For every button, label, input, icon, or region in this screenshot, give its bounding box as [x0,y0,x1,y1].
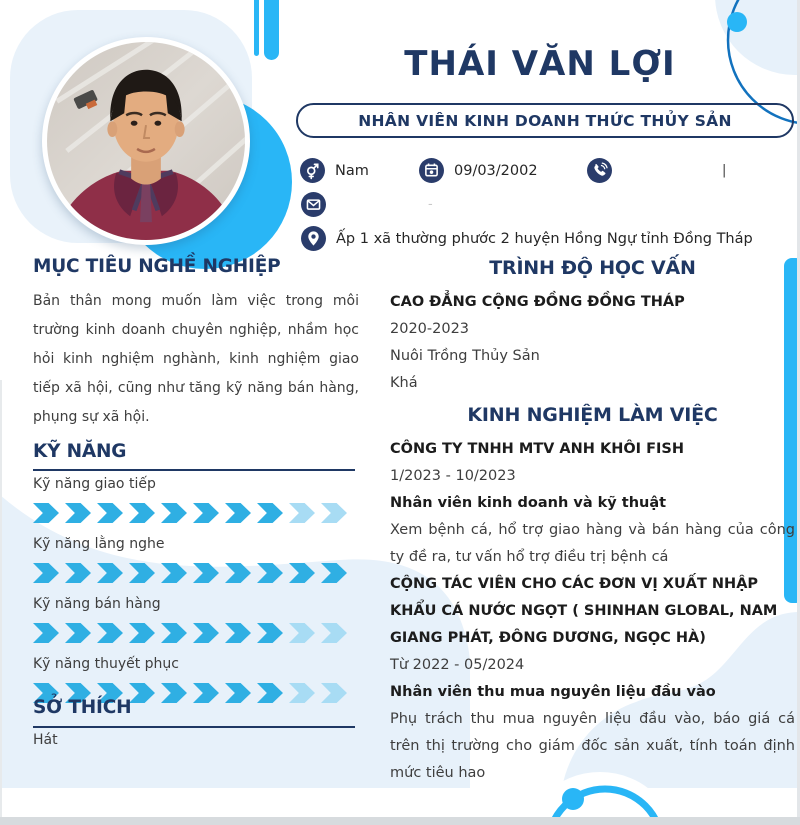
job-role: Nhân viên kinh doanh và kỹ thuật [390,495,667,511]
skill-level-arrow [129,623,155,643]
skill-level-bar [33,563,355,583]
skill-level-arrow [161,623,187,643]
skill-level-arrow [33,563,59,583]
skill-level-arrow [225,683,251,703]
profile-photo [42,37,250,245]
page-left-edge [0,380,2,817]
skill-level-arrow [129,563,155,583]
hobbies-underline [33,726,355,728]
skill-level-arrow [161,563,187,583]
section-education-heading: TRÌNH ĐỘ HỌC VẤN [489,257,696,279]
skill-level-arrow [65,563,91,583]
skill-level-arrow [33,623,59,643]
skill-item [33,536,355,583]
portrait-illustration [47,42,245,240]
calendar-icon [419,158,444,183]
phone-redacted-mark: | [722,163,727,178]
gender-value: Nam [335,162,369,179]
hobby-item: Hát [33,732,58,748]
section-hobbies-heading: SỞ THÍCH [33,697,132,718]
section-skills-heading: KỸ NĂNG [33,441,127,462]
cyan-bar-wide [264,0,279,60]
location-icon [301,226,326,251]
skill-level-arrow [129,503,155,523]
skill-item [33,476,355,523]
job-period: Từ 2022 - 05/2024 [390,657,525,673]
education-major: Nuôi Trồng Thủy Sản [390,348,540,364]
job-item [390,436,795,571]
job-company: CÔNG TY TNHH MTV ANH KHÔI FISH [390,441,684,457]
skill-level-bar [33,623,355,643]
skill-level-arrow [289,563,315,583]
job-item [390,571,795,787]
skill-level-arrow [97,563,123,583]
topright-dot [727,12,747,32]
bottom-ring-dot [562,788,584,810]
skill-level-arrow [193,683,219,703]
skill-level-arrow [289,683,315,703]
skill-label: Kỹ năng bán hàng [33,596,161,612]
section-experience-heading: KINH NGHIỆM LÀM VIỆC [467,404,718,426]
contact-gender [300,158,369,183]
skill-level-arrow [321,623,347,643]
skill-level-arrow [193,503,219,523]
email-redacted-mark: - [428,197,433,212]
skill-level-arrow [33,503,59,523]
skill-item [33,656,355,703]
skill-label: Kỹ năng giao tiếp [33,476,156,492]
skill-level-arrow [65,623,91,643]
skill-label: Kỹ năng lằng nghe [33,536,165,552]
cyan-bar-thin [254,0,259,56]
education-school: CAO ĐẲNG CỘNG ĐỒNG ĐỒNG THÁP [390,294,685,310]
skill-level-arrow [193,623,219,643]
skill-level-arrow [65,503,91,523]
skill-level-arrow [225,563,251,583]
job-role: Nhân viên thu mua nguyên liệu đầu vào [390,684,716,700]
skill-level-arrow [225,503,251,523]
skill-level-arrow [97,503,123,523]
contact-address [301,226,753,251]
phone-icon [587,158,612,183]
contact-phone [587,158,726,183]
address-value: Ấp 1 xã thường phước 2 huyện Hồng Ngự tỉnh Đồng Tháp [336,230,753,247]
skill-level-arrow [257,623,283,643]
job-description: Xem bệnh cá, hổ trợ giao hàng và bán hàng của công ty đề ra, tư vấn hổ trợ điều trị bệnh cá [390,522,795,565]
skills-list [33,476,355,716]
right-column [390,255,795,787]
skills-underline [33,469,355,471]
skill-level-arrow [161,503,187,523]
contact-dob [419,158,538,183]
skill-level-arrow [129,683,155,703]
job-period: 1/2023 - 10/2023 [390,468,516,484]
skill-level-arrow [97,623,123,643]
hobby-list [33,732,355,756]
dob-value: 09/03/2002 [454,162,538,179]
skill-level-arrow [257,563,283,583]
skill-level-arrow [321,563,347,583]
skill-level-arrow [257,683,283,703]
education-grade: Khá [390,375,418,391]
jobs-list [390,436,795,787]
skill-level-arrow [257,503,283,523]
page-title: THÁI VĂN LỢI [404,44,676,84]
skill-level-bar [33,503,355,523]
skill-item [33,596,355,643]
skill-level-arrow [225,623,251,643]
skill-level-arrow [321,683,347,703]
skill-level-arrow [321,503,347,523]
contact-email [301,192,433,217]
skill-label: Kỹ năng thuyết phục [33,656,179,672]
section-objective-heading: MỤC TIÊU NGHỀ NGHIỆP [33,256,281,277]
page-bottom-strip [0,817,800,825]
skill-level-arrow [289,623,315,643]
email-icon [301,192,326,217]
job-description: Phụ trách thu mua nguyên liệu đầu vào, báo giá cá trên thị trường cho giám đốc sản xuất, tính toán định mức tiêu hao [390,711,795,781]
skill-level-arrow [289,503,315,523]
objective-text: Bản thân mong muốn làm việc trong môi trường kinh doanh chuyên nghiệp, nhầm học hỏi kinh nghiệm nghành, kinh nghiệm giao tiếp xã hội, cũng như tăng kỹ năng bán hàng, phụng sự xã hội. [33,293,359,425]
job-company: CỘNG TÁC VIÊN CHO CÁC ĐƠN VỊ XUẤT NHẬP KHẨU CÁ NƯỚC NGỌT ( SHINHAN GLOBAL, NAM GIANG PHÁT, ĐÔNG DƯƠNG, NGỌC HÀ) [390,576,778,646]
skill-level-arrow [161,683,187,703]
gender-icon [300,158,325,183]
job-title-pill: NHÂN VIÊN KINH DOANH THỨC THỦY SẢN [296,103,794,138]
education-years: 2020-2023 [390,321,470,337]
skill-level-arrow [193,563,219,583]
